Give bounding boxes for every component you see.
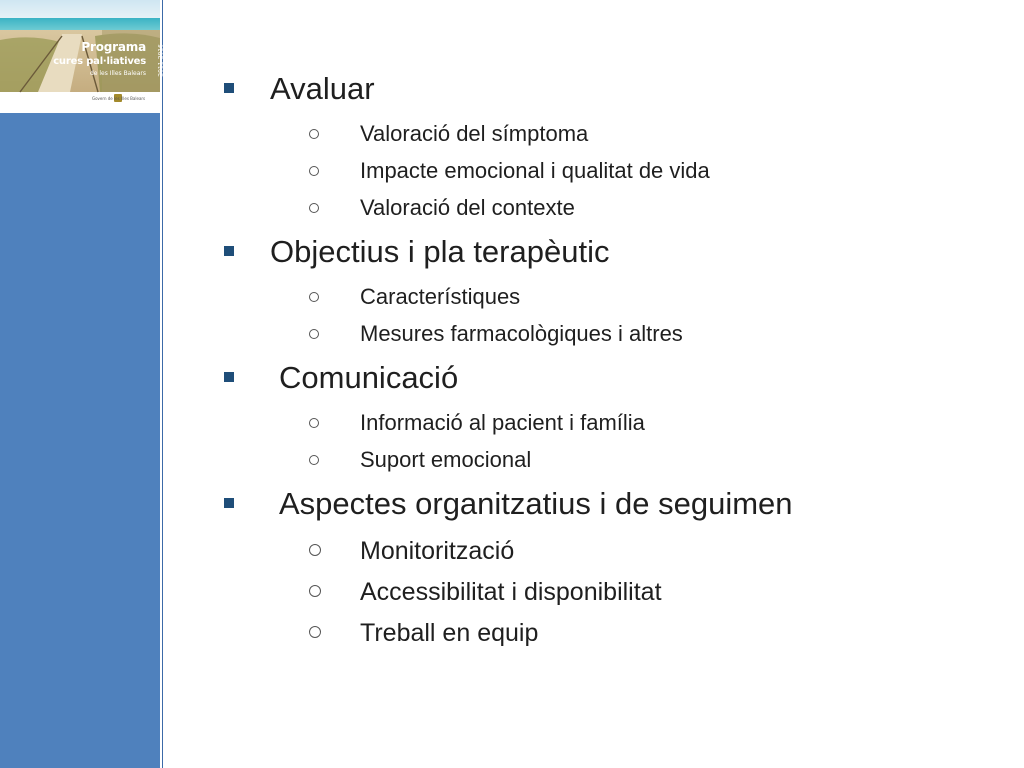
logo-years: 2011-2016: [158, 44, 165, 77]
logo-title: Programa: [81, 40, 146, 54]
outline-subitem: [210, 192, 990, 229]
outline-subitem-label: Suport emocional: [360, 447, 532, 472]
sidebar-blue-band: [0, 113, 160, 768]
outline-subitem: [210, 533, 990, 574]
circle-bullet-icon: [309, 166, 319, 176]
outline-subitem-label: Impacte emocional i qualitat de vida: [360, 158, 710, 183]
circle-bullet-icon: [309, 418, 319, 428]
square-bullet-icon: [224, 498, 234, 508]
circle-bullet-icon: [309, 292, 319, 302]
circle-bullet-icon: [309, 626, 321, 638]
circle-bullet-icon: [309, 203, 319, 213]
outline-subitem-label: Valoració del símptoma: [360, 121, 589, 146]
sidebar: [0, 0, 163, 768]
outline-subitem-label: Mesures farmacològiques i altres: [360, 321, 683, 346]
outline-item-label: Comunicació: [279, 360, 459, 395]
circle-bullet-icon: [309, 129, 319, 139]
slide-outline: [210, 66, 990, 656]
outline-subitem-label: Característiques: [360, 284, 521, 309]
outline-subitem-label: Valoració del contexte: [360, 195, 575, 220]
square-bullet-icon: [224, 83, 234, 93]
outline-subitem: [210, 318, 990, 355]
outline-subitem: [210, 118, 990, 155]
outline-item: [210, 355, 990, 407]
outline-subitem: [210, 155, 990, 192]
logo-govern: Govern de les Illes Balears: [92, 96, 146, 101]
outline-item: [210, 481, 990, 533]
outline-item: [210, 66, 990, 118]
circle-bullet-icon: [309, 585, 321, 597]
circle-bullet-icon: [309, 329, 319, 339]
outline-subitem: [210, 574, 990, 615]
circle-bullet-icon: [309, 455, 319, 465]
program-logo: [0, 0, 165, 113]
outline-item-label: Avaluar: [270, 71, 375, 106]
logo-region: de les Illes Balears: [89, 70, 146, 77]
square-bullet-icon: [224, 246, 234, 256]
outline-subitem: [210, 407, 990, 444]
outline-item-label: Objectius i pla terapèutic: [270, 234, 610, 269]
logo-subtitle: cures pal·liatives: [53, 56, 146, 67]
square-bullet-icon: [224, 372, 234, 382]
outline-subitem: [210, 444, 990, 481]
outline-subitem-label: Accessibilitat i disponibilitat: [360, 578, 662, 606]
outline-subitem: [210, 615, 990, 656]
outline-subitem-label: Treball en equip: [360, 619, 539, 647]
circle-bullet-icon: [309, 544, 321, 556]
outline-subitem-label: Monitorització: [360, 537, 515, 565]
outline-subitem: [210, 281, 990, 318]
outline-subitem-label: Informació al pacient i família: [360, 410, 645, 435]
outline-item-label: Aspectes organitzatius i de seguimen: [279, 486, 793, 521]
outline-item: [210, 229, 990, 281]
